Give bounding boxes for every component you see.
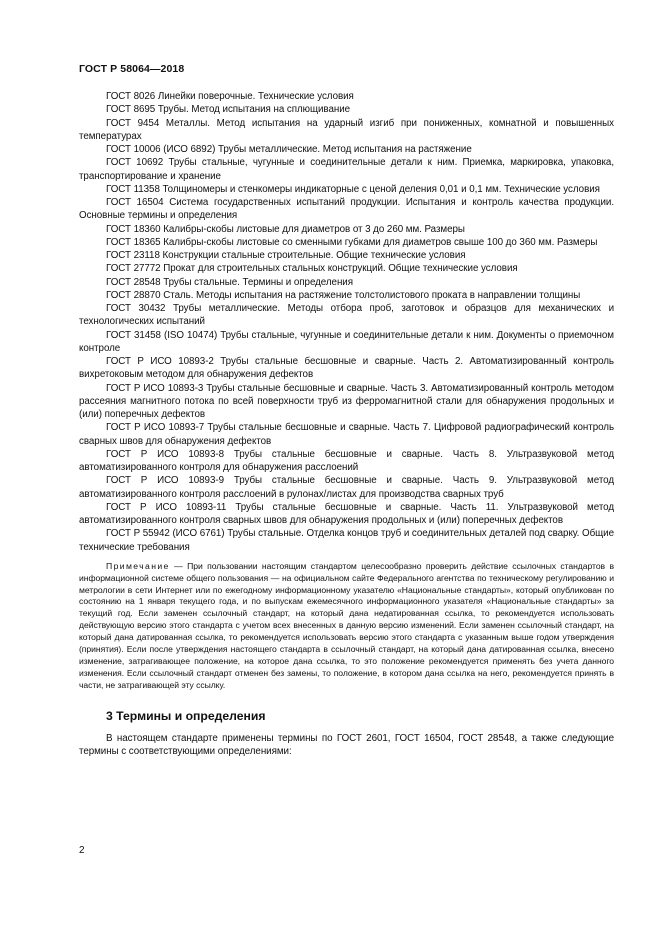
reference-item: ГОСТ Р 55942 (ИСО 6761) Трубы стальные. Отделка концов труб и соединительных деталей под сварку. Общие технические требования xyxy=(79,528,614,553)
reference-item: ГОСТ 10692 Трубы стальные, чугунные и соединительные детали к ним. Приемка, маркировка, упаковка, транспортирование и хранение xyxy=(79,157,614,182)
reference-item: ГОСТ 8026 Линейки поверочные. Технические условия xyxy=(106,91,354,102)
document-body xyxy=(79,90,614,758)
reference-item: ГОСТ Р ИСО 10893-7 Трубы стальные бесшовные и сварные. Часть 7. Цифровой радиографический контроль сварных швов для обнаружения дефектов xyxy=(79,422,614,447)
note-dash: — xyxy=(169,560,188,571)
document-header: ГОСТ Р 58064—2018 xyxy=(79,63,185,75)
reference-item: ГОСТ 9454 Металлы. Метод испытания на ударный изгиб при пониженных, комнатной и повышенных температурах xyxy=(79,117,614,142)
reference-item: ГОСТ 31458 (ISO 10474) Трубы стальные, чугунные и соединительные детали к ним. Документы о приемочном контроле xyxy=(79,329,614,354)
section-intro: В настоящем стандарте применены термины по ГОСТ 2601, ГОСТ 16504, ГОСТ 28548, а также следующие термины с соответствующими определениями: xyxy=(79,732,614,757)
reference-item: ГОСТ 18360 Калибры-скобы листовые для диаметров от 3 до 260 мм. Размеры xyxy=(106,223,465,235)
reference-item: ГОСТ 11358 Толщиномеры и стенкомеры индикаторные с ценой деления 0,01 и 0,1 мм. Технические условия xyxy=(106,183,600,195)
reference-item: ГОСТ 10006 (ИСО 6892) Трубы металлические. Метод испытания на растяжение xyxy=(106,144,472,155)
reference-item: ГОСТ Р ИСО 10893-8 Трубы стальные бесшовные и сварные. Часть 8. Ультразвуковой метод автоматизированного контроля для обнаружения расслоений xyxy=(79,448,614,473)
reference-item: ГОСТ 16504 Система государственных испытаний продукции. Испытания и контроль качества продукции. Основные термины и определения xyxy=(79,197,614,222)
note-text: При пользовании настоящим стандартом целесообразно проверить действие ссылочных стандартов в информационной системе общего пользования — на официальном сайте Федерального агентства по техническому регулированию и метрологии в сети Интернет или по ежегодному информационному указателю «Национальные стандарты», который опубликован по состоянию на 1 января текущего года, и по выпускам ежемесячного информационного указателя «Национальные стандарты» за текущий год. Если заменен ссылочный стандарт, на который дана недатированная ссылка, то рекомендуется использовать действующую версию этого стандарта с учетом всех внесенных в данную версию изменений. Если заменен ссылочный стандарт, на который дана датированная ссылка, то рекомендуется использовать версию этого стандарта с указанным выше годом утверждения (принятия). Если после утверждения настоящего стандарта в ссылочный стандарт, на который дана датированная ссылка, внесено изменение, затрагивающее положение, на которое дана ссылка, то это положение рекомендуется применять без учета данного изменения. Если ссылочный стандарт отменен без замены, то положение, в котором дана ссылка на него, рекомендуется принять в части, не затрагивающей эту ссылку. xyxy=(79,560,614,690)
reference-item: ГОСТ 18365 Калибры-скобы листовые со сменными губками для диаметров свыше 100 до 360 мм. Размеры xyxy=(106,236,598,248)
section-title: 3 Термины и определения xyxy=(106,708,266,723)
reference-item: ГОСТ Р ИСО 10893-11 Трубы стальные бесшовные и сварные. Часть 11. Ультразвуковой метод автоматизированного контроля сварных швов для обнаружения продольных и (или) поперечных дефектов xyxy=(79,501,614,526)
reference-item: ГОСТ Р ИСО 10893-3 Трубы стальные бесшовные и сварные. Часть 3. Автоматизированный контроль методом рассеяния магнитного потока по всей поверхности труб из ферромагнитной стали для обнаружения продольных и (или) поперечных дефектов xyxy=(79,382,614,420)
reference-item: ГОСТ 8695 Трубы. Метод испытания на сплющивание xyxy=(106,104,351,116)
reference-item: ГОСТ Р ИСО 10893-9 Трубы стальные бесшовные и сварные. Часть 9. Ультразвуковой метод автоматизированного контроля расслоений в рулонах/листах для производства сварных труб xyxy=(79,475,614,500)
reference-item: ГОСТ Р ИСО 10893-2 Трубы стальные бесшовные и сварные. Часть 2. Автоматизированный контроль вихретоковым методом для обнаружения дефектов xyxy=(79,356,614,381)
note-label: Примечание xyxy=(106,560,170,571)
reference-item: ГОСТ 30432 Трубы металлические. Методы отбора проб, заготовок и образцов для механических и технологических испытаний xyxy=(79,303,614,328)
note-block xyxy=(79,561,614,692)
normative-references-list xyxy=(79,90,614,554)
reference-item: ГОСТ 28870 Сталь. Методы испытания на растяжение толстолистового проката в направлении толщины xyxy=(106,289,581,301)
page-number: 2 xyxy=(79,845,85,856)
reference-item: ГОСТ 28548 Трубы стальные. Термины и определения xyxy=(106,276,353,288)
reference-item: ГОСТ 23118 Конструкции стальные строительные. Общие технические условия xyxy=(106,250,466,261)
reference-item: ГОСТ 27772 Прокат для строительных стальных конструкций. Общие технические условия xyxy=(106,263,518,275)
